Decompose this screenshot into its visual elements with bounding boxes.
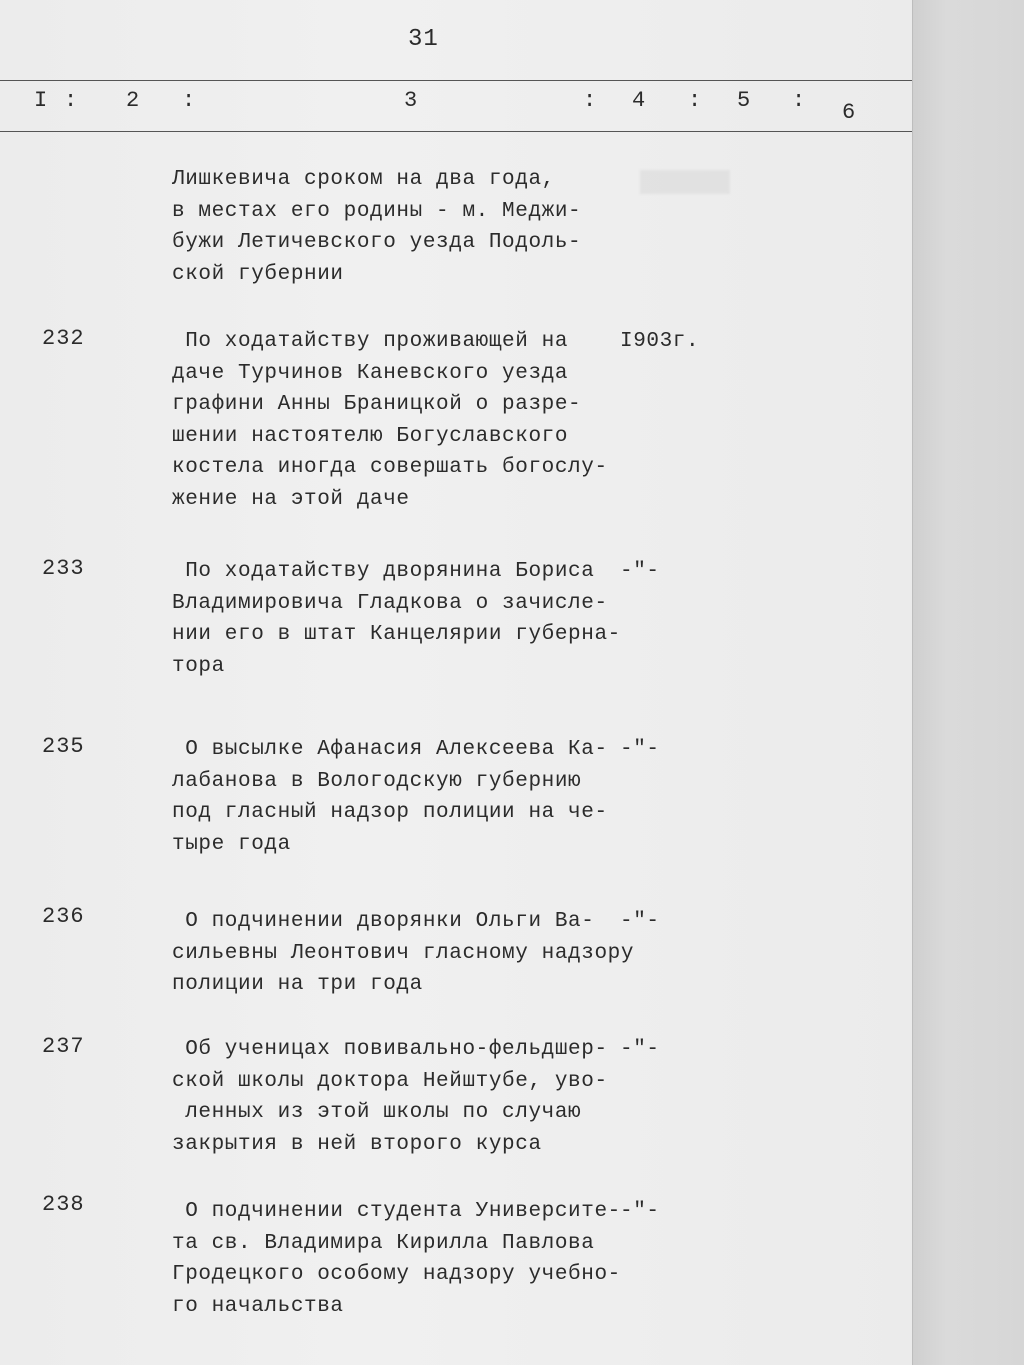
entry-text: О подчинении дворянки Ольги Ва- сильевны Леонтович гласному надзору полиции на три года xyxy=(172,910,635,996)
entry-number: 237 xyxy=(42,1034,85,1059)
entry-number: 236 xyxy=(42,904,85,929)
entry-continuation-text: Лишкевича сроком на два года, в местах его родины - м. Меджи- бужи Летичевского уезда Подоль- ской губернии xyxy=(172,168,582,286)
table-header-bottom-rule xyxy=(0,131,912,132)
column-header-3: 3 xyxy=(404,88,418,113)
entry-date: -"- xyxy=(620,1200,660,1223)
page-edge xyxy=(912,0,1024,1365)
column-separator: : xyxy=(688,88,702,113)
entry-text: Об ученицах повивально-фельдшер- ской школы доктора Нейштубе, уво- ленных из этой школы по случаю закрытия в ней второго курса xyxy=(172,1038,608,1156)
entry-date: -"- xyxy=(620,738,660,761)
entry-date: -"- xyxy=(620,560,660,583)
column-separator: : xyxy=(182,88,196,113)
entry-number: 233 xyxy=(42,556,85,581)
bleed-through xyxy=(640,170,730,194)
entry-number: 232 xyxy=(42,326,85,351)
column-header-1: I xyxy=(34,88,48,113)
table-header xyxy=(0,88,912,128)
entry-date: I903г. xyxy=(620,330,700,353)
column-separator: : xyxy=(583,88,597,113)
page-number: 31 xyxy=(408,26,439,53)
entry-number: 235 xyxy=(42,734,85,759)
entry-number: 238 xyxy=(42,1192,85,1217)
column-header-6: 6 xyxy=(842,100,856,125)
entry-date: -"- xyxy=(620,910,660,933)
entry-date: -"- xyxy=(620,1038,660,1061)
column-header-5: 5 xyxy=(737,88,751,113)
entry-text: О подчинении студента Университе- та св. Владимира Кирилла Павлова Гродецкого особому надзору учебно- го начальства xyxy=(172,1200,621,1318)
column-separator: : xyxy=(64,88,78,113)
entry-text: О высылке Афанасия Алексеева Ка- лабанова в Вологодскую губернию под гласный надзор полиции на че- тыре года xyxy=(172,738,608,856)
table-header-top-rule xyxy=(0,80,912,81)
entry-text: По ходатайству проживающей на даче Турчинов Каневского уезда графини Анны Браницкой о разре- шении настоятелю Богуславского костела иногда совершать богослу- жение на этой даче xyxy=(172,330,608,511)
column-header-2: 2 xyxy=(126,88,140,113)
column-separator: : xyxy=(792,88,806,113)
entry-text: По ходатайству дворянина Бориса Владимировича Гладкова о зачисле- нии его в штат Канцелярии губерна- тора xyxy=(172,560,621,678)
column-header-4: 4 xyxy=(632,88,646,113)
